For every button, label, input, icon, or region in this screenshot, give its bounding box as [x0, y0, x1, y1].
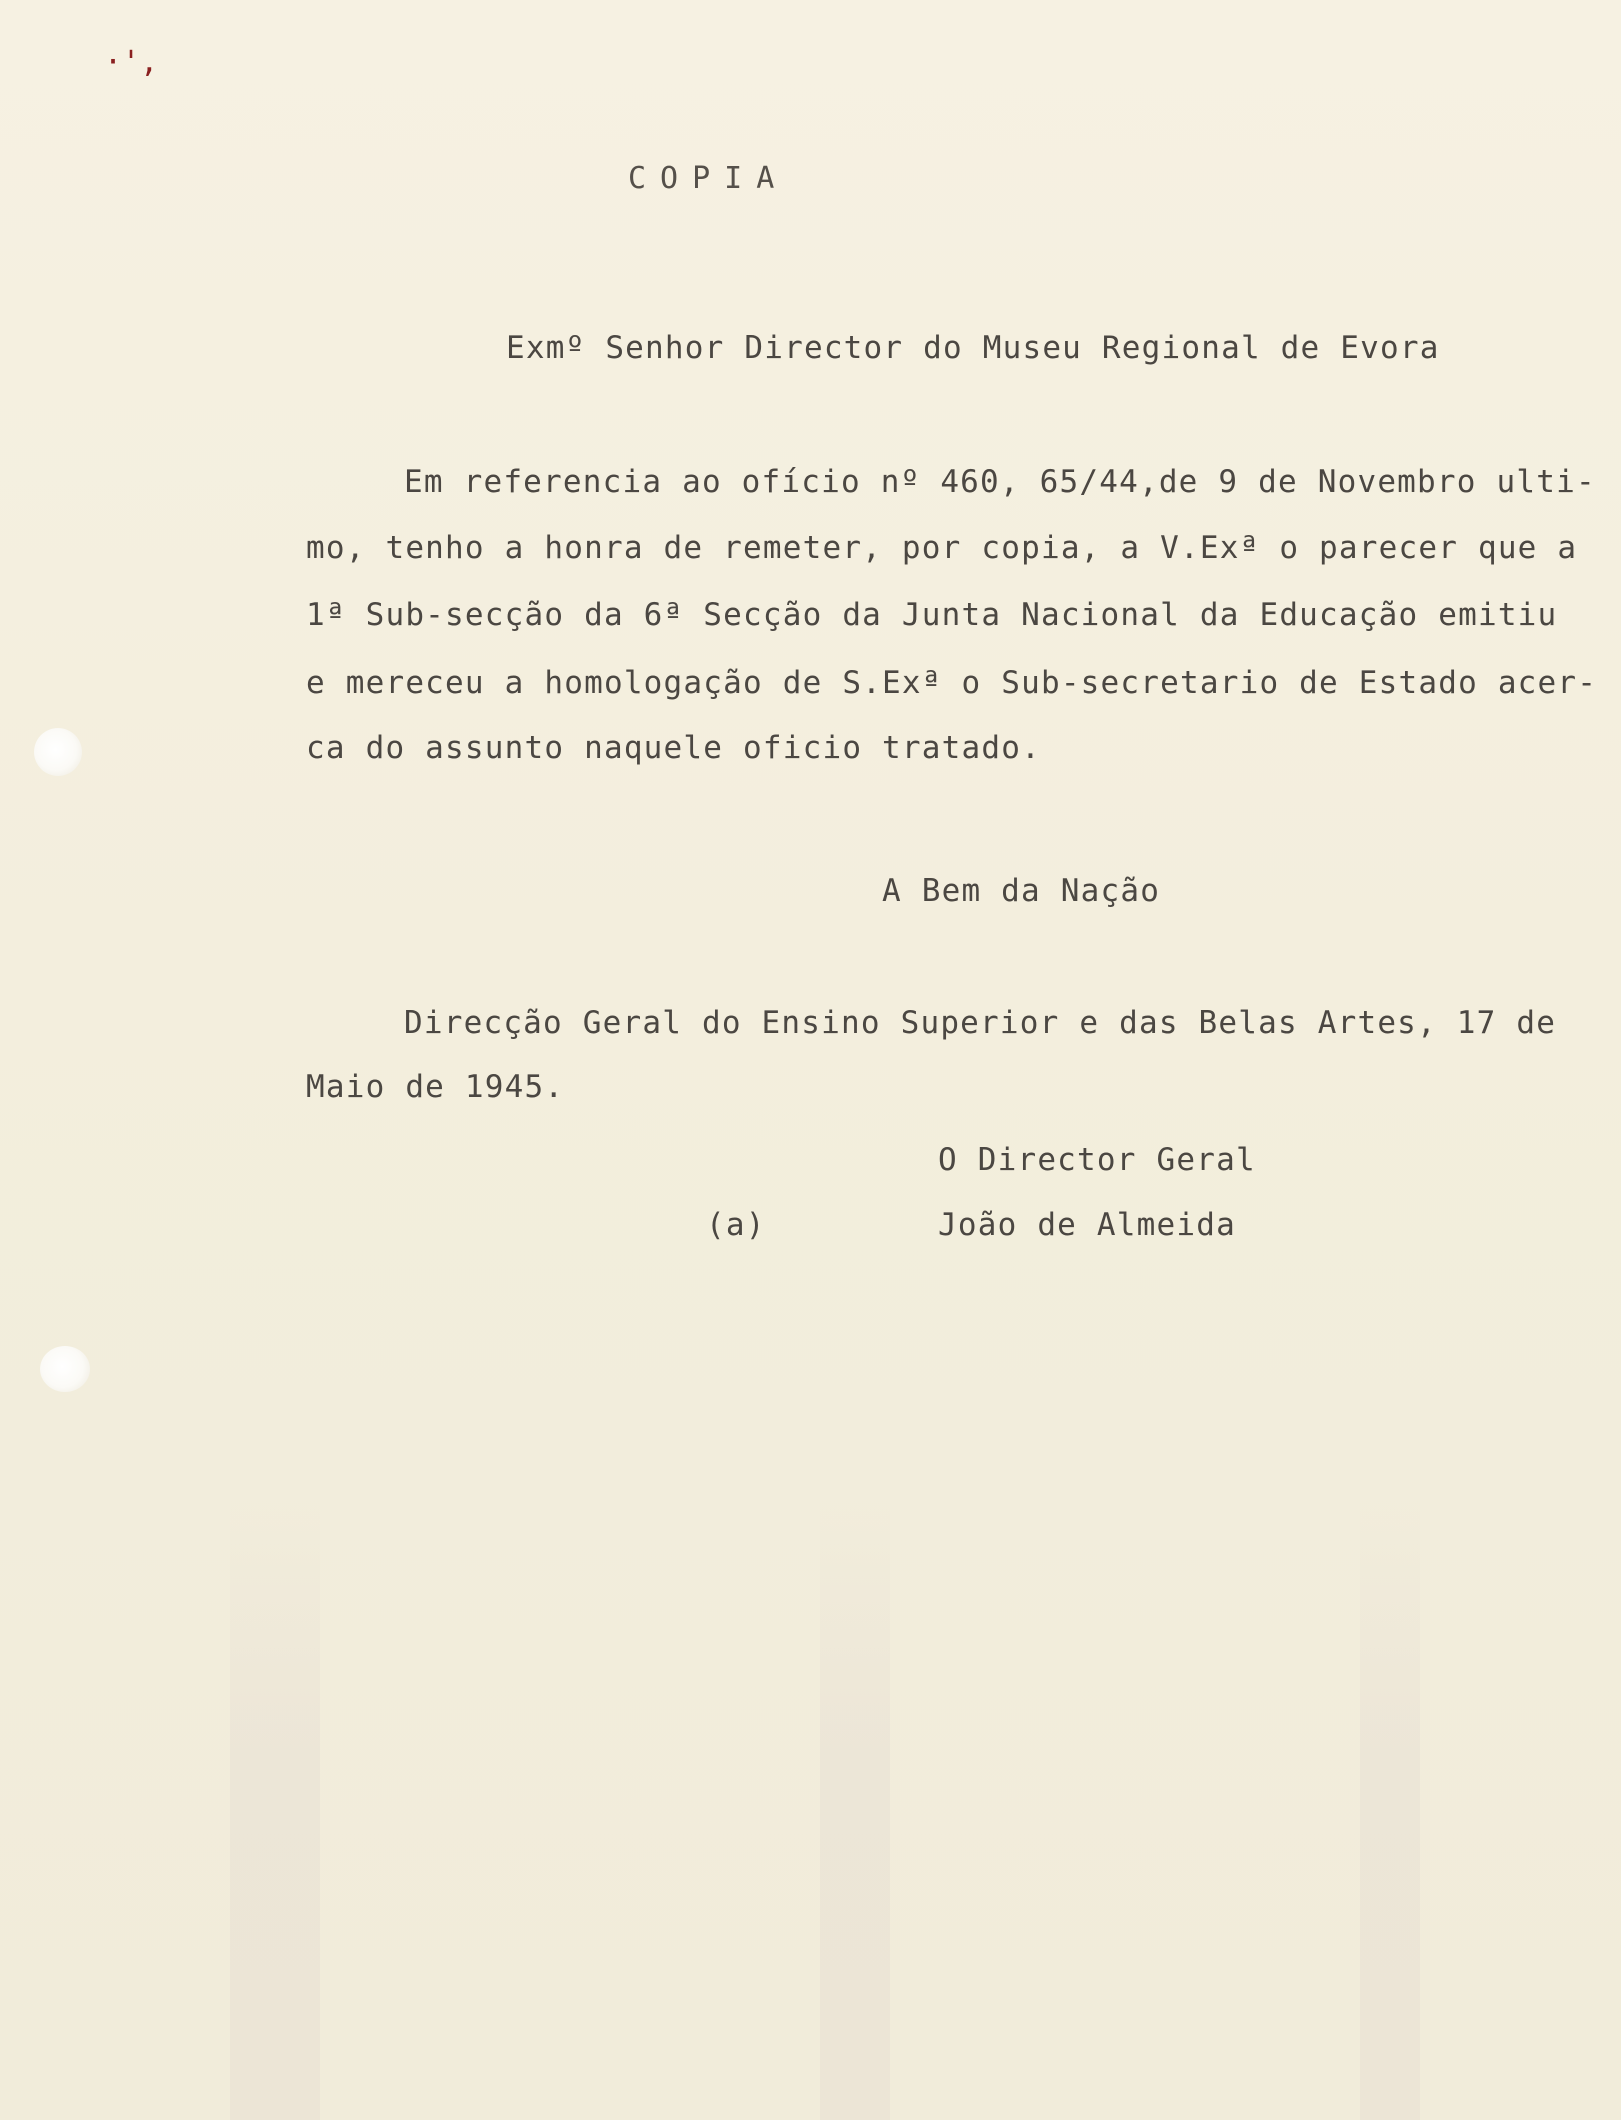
- body-line: mo, tenho a honra de remeter, por copia, a V.Exª o parecer que a: [306, 530, 1578, 566]
- document-title: COPIA: [628, 161, 789, 196]
- signature-name: João de Almeida: [938, 1207, 1236, 1243]
- body-line: Em referencia ao ofício nº 460, 65/44,de 9 de Novembro ulti-: [404, 464, 1596, 500]
- place-date-line: Direcção Geral do Ensino Superior e das Belas Artes, 17 de: [404, 1005, 1557, 1041]
- addressee-line: Exmº Senhor Director do Museu Regional de Evora: [506, 330, 1440, 366]
- place-date-line: Maio de 1945.: [306, 1069, 565, 1105]
- body-line: e mereceu a homologação de S.Exª o Sub-secretario de Estado acer-: [306, 665, 1598, 701]
- paper-stain: [820, 1500, 890, 2120]
- body-line: 1ª Sub-secção da 6ª Secção da Junta Nacional da Educação emitiu: [306, 597, 1558, 633]
- paper-stain: [230, 1500, 320, 2120]
- body-line: ca do assunto naquele oficio tratado.: [306, 730, 1041, 766]
- signature-title: O Director Geral: [938, 1142, 1256, 1178]
- paper-stain: [1360, 1500, 1420, 2120]
- closing-salutation: A Bem da Nação: [882, 873, 1161, 909]
- corner-mark: ·',: [104, 45, 159, 80]
- punch-hole: [40, 1346, 90, 1392]
- punch-hole: [34, 728, 82, 776]
- signature-prefix: (a): [706, 1207, 766, 1243]
